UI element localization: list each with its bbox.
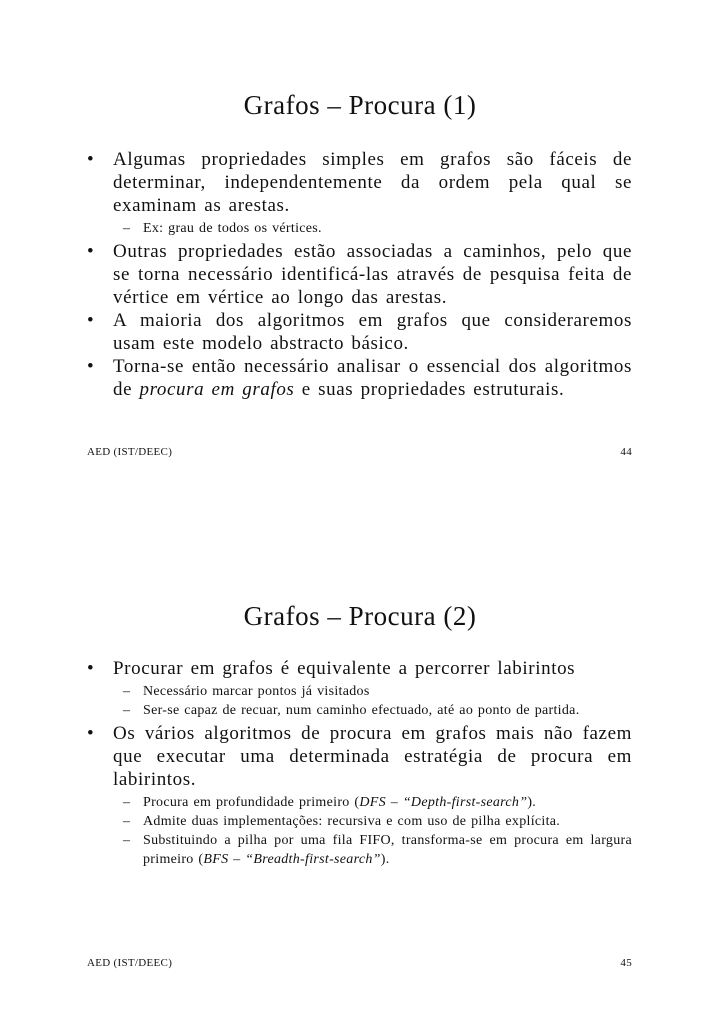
sub-list bbox=[113, 682, 632, 720]
sub-bullet-text: Procura em profundidade primeiro ( bbox=[143, 795, 360, 810]
dash-marker: – bbox=[123, 795, 131, 810]
list-item bbox=[87, 240, 632, 309]
page-number: 44 bbox=[620, 446, 632, 458]
bullet-text: A maioria dos algoritmos em grafos que consideraremos usam este modelo abstracto básico. bbox=[113, 310, 632, 354]
slide-title: Grafos – Procura (2) bbox=[243, 601, 477, 631]
dash-marker: – bbox=[123, 221, 131, 236]
page-number: 45 bbox=[620, 957, 632, 969]
dash-marker: – bbox=[123, 703, 131, 718]
sub-bullet-text: Ser-se capaz de recuar, num caminho efectuado, até ao ponto de partida. bbox=[143, 703, 580, 718]
bullet-text-end: e suas propriedades estruturais. bbox=[294, 379, 565, 400]
bullet-text: Procurar em grafos é equivalente a percorrer labirintos bbox=[113, 658, 576, 679]
sub-list-item bbox=[113, 219, 632, 238]
bullet-marker: • bbox=[87, 723, 95, 744]
list-item bbox=[87, 657, 632, 720]
dash-marker: – bbox=[123, 833, 131, 848]
emphasis-text: procura em grafos bbox=[139, 379, 295, 400]
bullet-text: Outras propriedades estão associadas a caminhos, pelo que se torna necessário identificá-las através de pesquisa feita de vértice em vértice ao longo das arestas. bbox=[113, 241, 632, 308]
emphasis-text: DFS – “Depth-first-search” bbox=[359, 795, 528, 810]
bullet-list bbox=[87, 657, 632, 871]
bullet-marker: • bbox=[87, 149, 95, 170]
sub-list-item bbox=[113, 701, 632, 720]
sub-list-item bbox=[113, 831, 632, 869]
bullet-marker: • bbox=[87, 658, 95, 679]
sub-bullet-text: Necessário marcar pontos já visitados bbox=[143, 684, 370, 699]
dash-marker: – bbox=[123, 684, 131, 699]
list-item bbox=[87, 722, 632, 869]
sub-bullet-text-end: ). bbox=[527, 795, 537, 810]
list-item bbox=[87, 355, 632, 401]
footer-course: AED (IST/DEEC) bbox=[87, 446, 173, 458]
sub-bullet-text-end: ). bbox=[380, 852, 390, 867]
bullet-text: Os vários algoritmos de procura em grafos mais não fazem que executar uma determinada estratégia de procura em labirintos. bbox=[113, 723, 632, 790]
sub-list-item bbox=[113, 682, 632, 701]
slide-title: Grafos – Procura (1) bbox=[243, 90, 477, 120]
dash-marker: – bbox=[123, 814, 131, 829]
sub-list bbox=[113, 219, 632, 238]
sub-bullet-text: Admite duas implementações: recursiva e com uso de pilha explícita. bbox=[143, 814, 561, 829]
bullet-text: Torna-se então necessário analisar o essencial dos algoritmos de bbox=[113, 356, 632, 400]
sub-bullet-text: Ex: grau de todos os vértices. bbox=[143, 221, 322, 236]
sub-bullet-text: Substituindo a pilha por uma fila FIFO, transforma-se em procura em largura primeiro ( bbox=[143, 833, 632, 867]
sub-list bbox=[113, 793, 632, 869]
slide-45 bbox=[0, 509, 720, 1018]
bullet-marker: • bbox=[87, 310, 95, 331]
list-item bbox=[87, 148, 632, 238]
sub-list-item bbox=[113, 812, 632, 831]
footer-course: AED (IST/DEEC) bbox=[87, 957, 173, 969]
bullet-list bbox=[87, 148, 632, 401]
bullet-marker: • bbox=[87, 356, 95, 377]
list-item bbox=[87, 309, 632, 355]
sub-list-item bbox=[113, 793, 632, 812]
bullet-marker: • bbox=[87, 241, 95, 262]
bullet-text: Algumas propriedades simples em grafos são fáceis de determinar, independentemente da ordem pela qual se examinam as arestas. bbox=[113, 149, 632, 216]
emphasis-text: BFS – “Breadth-first-search” bbox=[203, 852, 381, 867]
